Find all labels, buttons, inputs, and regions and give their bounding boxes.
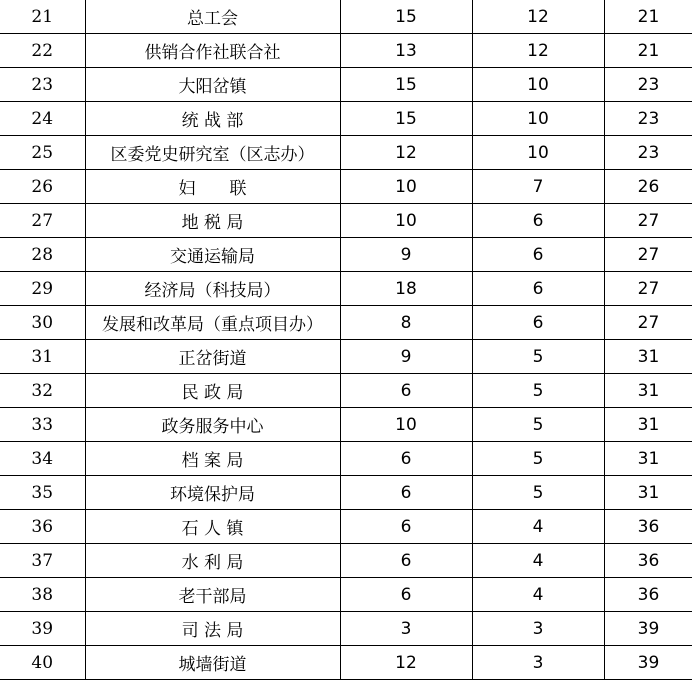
unit-name-cell: 档 案 局	[85, 442, 340, 476]
table-row	[0, 204, 692, 238]
rank-cell: 31	[604, 340, 692, 374]
count-b-cell: 6	[472, 272, 604, 306]
row-number-cell: 38	[0, 578, 85, 612]
row-number-cell: 36	[0, 510, 85, 544]
count-b-cell: 3	[472, 646, 604, 680]
rank-cell: 23	[604, 68, 692, 102]
row-number-cell: 33	[0, 408, 85, 442]
row-number-cell: 21	[0, 0, 85, 34]
count-a-cell: 6	[340, 374, 472, 408]
unit-name-cell: 环境保护局	[85, 476, 340, 510]
table-row	[0, 442, 692, 476]
unit-name-cell: 交通运输局	[85, 238, 340, 272]
table-row	[0, 238, 692, 272]
row-number-cell: 35	[0, 476, 85, 510]
rank-cell: 27	[604, 238, 692, 272]
count-b-cell: 6	[472, 306, 604, 340]
unit-name-cell: 总工会	[85, 0, 340, 34]
unit-name-cell: 正岔街道	[85, 340, 340, 374]
unit-name-cell: 大阳岔镇	[85, 68, 340, 102]
count-b-cell: 6	[472, 204, 604, 238]
rank-cell: 27	[604, 272, 692, 306]
row-number-cell: 28	[0, 238, 85, 272]
rank-cell: 36	[604, 510, 692, 544]
rank-cell: 26	[604, 170, 692, 204]
table-row	[0, 408, 692, 442]
rank-cell: 21	[604, 0, 692, 34]
row-number-cell: 40	[0, 646, 85, 680]
table-row	[0, 306, 692, 340]
row-number-cell: 22	[0, 34, 85, 68]
count-a-cell: 6	[340, 510, 472, 544]
count-a-cell: 6	[340, 578, 472, 612]
table-row	[0, 68, 692, 102]
count-b-cell: 5	[472, 408, 604, 442]
row-number-cell: 32	[0, 374, 85, 408]
table-row	[0, 170, 692, 204]
count-b-cell: 5	[472, 442, 604, 476]
rank-cell: 36	[604, 544, 692, 578]
rank-cell: 39	[604, 612, 692, 646]
count-a-cell: 6	[340, 544, 472, 578]
table-row	[0, 612, 692, 646]
table-row	[0, 102, 692, 136]
table-row	[0, 544, 692, 578]
count-a-cell: 8	[340, 306, 472, 340]
count-b-cell: 4	[472, 544, 604, 578]
rank-cell: 31	[604, 442, 692, 476]
rank-cell: 21	[604, 34, 692, 68]
unit-name-cell: 老干部局	[85, 578, 340, 612]
count-b-cell: 5	[472, 340, 604, 374]
table-row	[0, 0, 692, 34]
count-b-cell: 12	[472, 34, 604, 68]
unit-name-cell: 石 人 镇	[85, 510, 340, 544]
unit-name-cell: 地 税 局	[85, 204, 340, 238]
count-b-cell: 5	[472, 374, 604, 408]
count-a-cell: 12	[340, 646, 472, 680]
unit-name-cell: 城墙街道	[85, 646, 340, 680]
rank-cell: 23	[604, 102, 692, 136]
count-a-cell: 13	[340, 34, 472, 68]
unit-name-cell: 供销合作社联合社	[85, 34, 340, 68]
row-number-cell: 24	[0, 102, 85, 136]
count-a-cell: 15	[340, 102, 472, 136]
count-b-cell: 4	[472, 510, 604, 544]
count-a-cell: 6	[340, 442, 472, 476]
row-number-cell: 25	[0, 136, 85, 170]
row-number-cell: 39	[0, 612, 85, 646]
unit-name-cell: 妇 联	[85, 170, 340, 204]
row-number-cell: 26	[0, 170, 85, 204]
table-row	[0, 578, 692, 612]
unit-name-cell: 水 利 局	[85, 544, 340, 578]
unit-name-cell: 民 政 局	[85, 374, 340, 408]
table-row	[0, 646, 692, 680]
count-a-cell: 15	[340, 0, 472, 34]
count-a-cell: 10	[340, 170, 472, 204]
count-b-cell: 4	[472, 578, 604, 612]
count-b-cell: 5	[472, 476, 604, 510]
unit-name-cell: 司 法 局	[85, 612, 340, 646]
unit-name-cell: 区委党史研究室（区志办）	[85, 136, 340, 170]
rank-cell: 31	[604, 408, 692, 442]
unit-name-cell: 经济局（科技局）	[85, 272, 340, 306]
table-row	[0, 272, 692, 306]
count-a-cell: 9	[340, 238, 472, 272]
row-number-cell: 29	[0, 272, 85, 306]
count-a-cell: 3	[340, 612, 472, 646]
row-number-cell: 23	[0, 68, 85, 102]
unit-name-cell: 发展和改革局（重点项目办）	[85, 306, 340, 340]
row-number-cell: 30	[0, 306, 85, 340]
rank-cell: 36	[604, 578, 692, 612]
count-b-cell: 3	[472, 612, 604, 646]
table-row	[0, 374, 692, 408]
row-number-cell: 34	[0, 442, 85, 476]
row-number-cell: 27	[0, 204, 85, 238]
rank-cell: 23	[604, 136, 692, 170]
table-row	[0, 340, 692, 374]
count-b-cell: 12	[472, 0, 604, 34]
count-b-cell: 10	[472, 136, 604, 170]
count-a-cell: 9	[340, 340, 472, 374]
rank-cell: 27	[604, 204, 692, 238]
count-a-cell: 6	[340, 476, 472, 510]
count-a-cell: 15	[340, 68, 472, 102]
rank-cell: 31	[604, 374, 692, 408]
count-a-cell: 18	[340, 272, 472, 306]
rank-cell: 39	[604, 646, 692, 680]
table-row	[0, 34, 692, 68]
rank-cell: 27	[604, 306, 692, 340]
count-a-cell: 12	[340, 136, 472, 170]
count-a-cell: 10	[340, 408, 472, 442]
count-b-cell: 10	[472, 68, 604, 102]
table-row	[0, 476, 692, 510]
table-row	[0, 136, 692, 170]
count-b-cell: 6	[472, 238, 604, 272]
rank-cell: 31	[604, 476, 692, 510]
count-b-cell: 10	[472, 102, 604, 136]
count-b-cell: 7	[472, 170, 604, 204]
count-a-cell: 10	[340, 204, 472, 238]
row-number-cell: 31	[0, 340, 85, 374]
unit-name-cell: 统 战 部	[85, 102, 340, 136]
table-row	[0, 510, 692, 544]
unit-name-cell: 政务服务中心	[85, 408, 340, 442]
row-number-cell: 37	[0, 544, 85, 578]
